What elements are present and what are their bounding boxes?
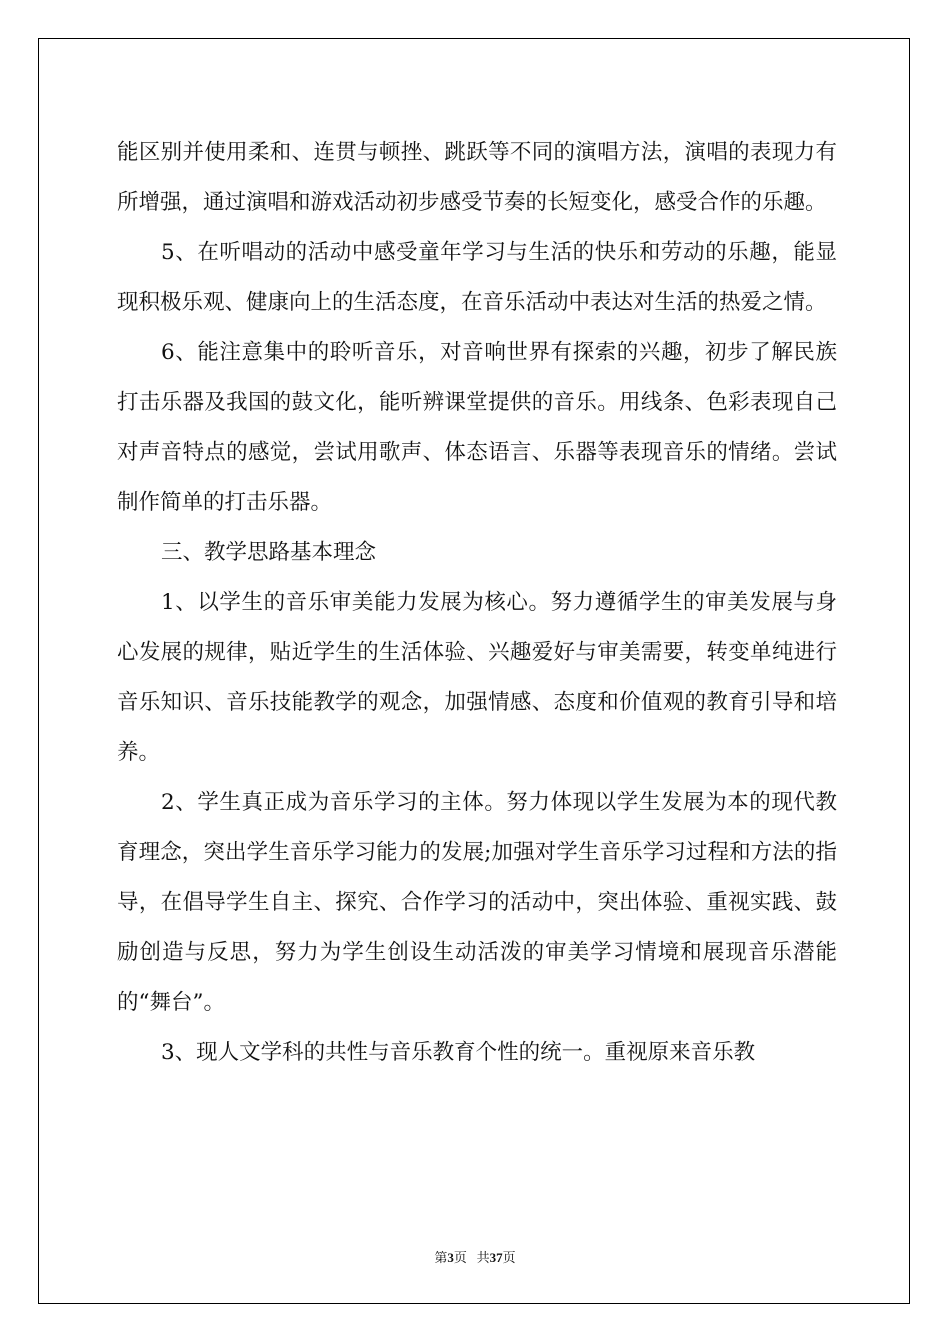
- total-page-count: 37: [489, 1250, 503, 1265]
- paragraph-item-5: 5、在听唱动的活动中感受童年学习与生活的快乐和劳动的乐趣，能显现积极乐观、健康向上的生活态度，在音乐活动中表达对生活的热爱之情。: [117, 240, 837, 315]
- footer-total-prefix: 共: [476, 1250, 490, 1265]
- page-footer: [0, 1247, 950, 1266]
- paragraph-principle-2: 2、学生真正成为音乐学习的主体。努力体现以学生发展为本的现代教育理念，突出学生音乐学习能力的发展;加强对学生音乐学习过程和方法的指导，在倡导学生自主、探究、合作学习的活动中，突出体验、重视实践、鼓励创造与反思，努力为学生创设生动活泼的审美学习情境和展现音乐潜能的“舞台”。: [117, 790, 837, 1015]
- footer-total-suffix: 页: [502, 1250, 516, 1265]
- document-body: [117, 128, 837, 1078]
- paragraph-continued: 能区别并使用柔和、连贯与顿挫、跳跃等不同的演唱方法，演唱的表现力有所增强，通过演唱和游戏活动初步感受节奏的长短变化，感受合作的乐趣。: [117, 140, 837, 215]
- section-heading: 三、教学思路基本理念: [161, 540, 377, 565]
- footer-page-suffix: 页: [453, 1250, 467, 1265]
- current-page-number: 3: [447, 1250, 454, 1265]
- footer-prefix: 第: [434, 1250, 448, 1265]
- paragraph-item-6: 6、能注意集中的聆听音乐，对音响世界有探索的兴趣，初步了解民族打击乐器及我国的鼓文化，能听辨课堂提供的音乐。用线条、色彩表现自己对声音特点的感觉，尝试用歌声、体态语言、乐器等表现音乐的情绪。尝试制作简单的打击乐器。: [117, 340, 837, 515]
- paragraph-principle-3: 3、现人文学科的共性与音乐教育个性的统一。重视原来音乐教: [161, 1040, 756, 1065]
- paragraph-principle-1: 1、以学生的音乐审美能力发展为核心。努力遵循学生的审美发展与身心发展的规律，贴近学生的生活体验、兴趣爱好与审美需要，转变单纯进行音乐知识、音乐技能教学的观念，加强情感、态度和价值观的教育引导和培养。: [117, 590, 837, 765]
